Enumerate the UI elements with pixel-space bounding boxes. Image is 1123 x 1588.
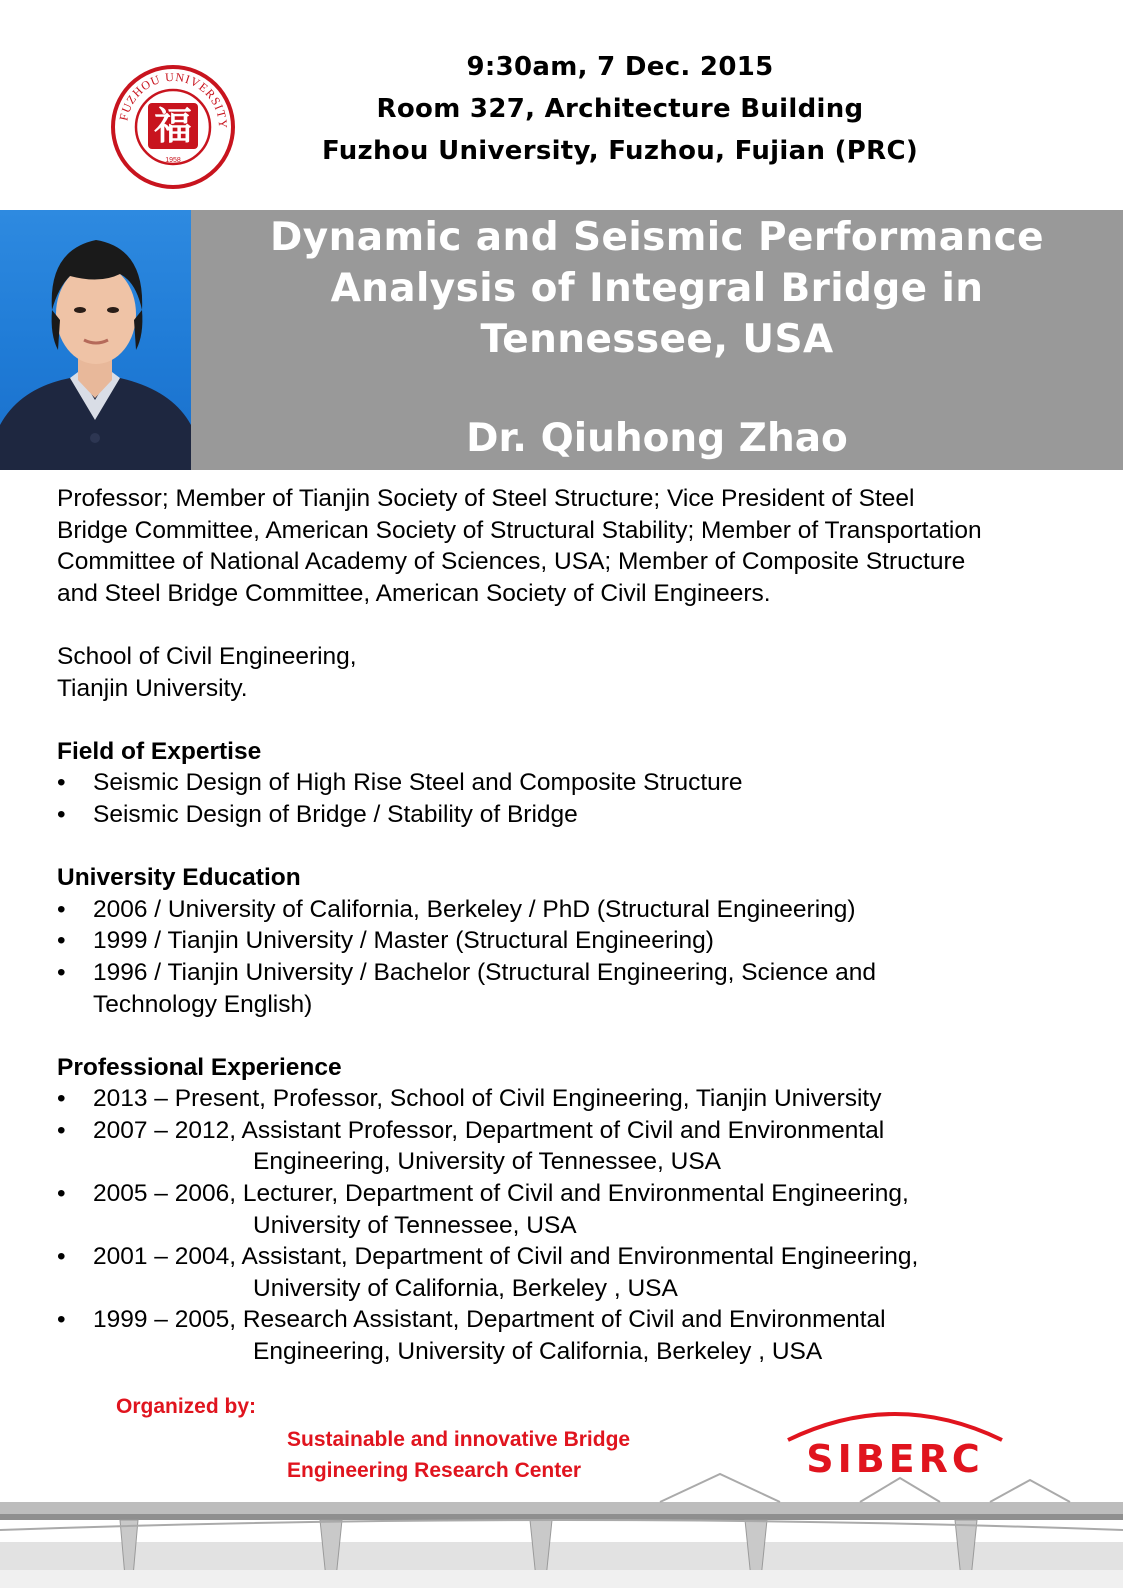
event-location: Fuzhou University, Fuzhou, Fujian (PRC) (321, 136, 919, 166)
organized-by-label: Organized by: (116, 1395, 257, 1418)
svg-text:SIBERC: SIBERC (806, 1437, 984, 1481)
list-item-line: Technology English) (93, 990, 313, 1018)
list-item: • 2006 / University of California, Berkeley / PhD (Structural Engineering) (57, 894, 1097, 926)
list-item-line: University of California, Berkeley , USA (253, 1274, 678, 1302)
svg-text:FUZHOU UNIVERSITY: FUZHOU UNIVERSITY (116, 69, 231, 130)
event-room: Room 327, Architecture Building (376, 94, 864, 124)
list-item-line: Engineering, University of California, Berkeley , USA (253, 1338, 823, 1366)
bio-line: Committee of National Academy of Sciences, USA; Member of Composite Structure (57, 548, 966, 576)
list-item-line: University of Tennessee, USA (253, 1211, 577, 1239)
svg-text:福: 福 (153, 104, 193, 148)
affiliation-line-2: Tianjin University. (57, 674, 248, 702)
list-item: • 1999 / Tianjin University / Master (Structural Engineering) (57, 925, 1097, 957)
speaker-photo (0, 210, 191, 470)
title-line-3: Tennessee, USA (480, 317, 834, 362)
svg-text:1958: 1958 (165, 157, 181, 164)
event-info (290, 46, 950, 172)
experience-list (57, 1083, 1097, 1367)
list-item-line: • 1999 – 2005, Research Assistant, Department of Civil and Environmental (93, 1306, 886, 1334)
list-item (57, 1304, 1097, 1367)
list-item (57, 1178, 1097, 1241)
talk-title (195, 212, 1119, 464)
list-item (57, 1083, 1097, 1115)
education-list (57, 894, 1097, 1020)
list-item (57, 1115, 1097, 1178)
bridge-illustration (0, 1470, 1123, 1588)
list-item-line: • 2007 – 2012, Assistant Professor, Department of Civil and Environmental (93, 1116, 885, 1144)
speaker-bio (57, 483, 1097, 1368)
list-item-line: • 1996 / Tianjin University / Bachelor (Structural Engineering, Science and (93, 958, 877, 986)
list-item: • Seismic Design of Bridge / Stability of Bridge (57, 799, 1097, 831)
fuzhou-university-logo (110, 64, 236, 190)
expertise-heading: Field of Expertise (57, 737, 262, 765)
title-line-1: Dynamic and Seismic Performance (270, 215, 1044, 260)
experience-heading: Professional Experience (57, 1053, 342, 1081)
list-item-line: • 2001 – 2004, Assistant, Department of Civil and Environmental Engineering, (93, 1243, 919, 1271)
list-item (57, 1241, 1097, 1304)
bio-line: Bridge Committee, American Society of Structural Stability; Member of Transportation (57, 516, 982, 544)
list-item: • Seismic Design of High Rise Steel and Composite Structure (57, 767, 1097, 799)
bio-line: Professor; Member of Tianjin Society of Steel Structure; Vice President of Steel (57, 485, 915, 512)
organizer-line-1: Sustainable and innovative Bridge (287, 1428, 631, 1451)
expertise-list (57, 767, 1097, 830)
affiliation-line-1: School of Civil Engineering, (57, 642, 357, 670)
education-heading: University Education (57, 864, 301, 892)
bio-line: and Steel Bridge Committee, American Society of Civil Engineers. (57, 579, 771, 607)
organizer-line-2: Engineering Research Center (287, 1459, 582, 1482)
list-item-line: • 2013 – Present, Professor, School of Civil Engineering, Tianjin University (93, 1085, 882, 1113)
title-line-2: Analysis of Integral Bridge in (330, 266, 984, 311)
event-time: 9:30am, 7 Dec. 2015 (466, 52, 774, 82)
list-item-line: Engineering, University of Tennessee, USA (253, 1148, 722, 1176)
list-item-line: • 2005 – 2006, Lecturer, Department of Civil and Environmental Engineering, (93, 1180, 909, 1208)
speaker-name: Dr. Qiuhong Zhao (466, 416, 848, 461)
list-item (57, 957, 1097, 1020)
